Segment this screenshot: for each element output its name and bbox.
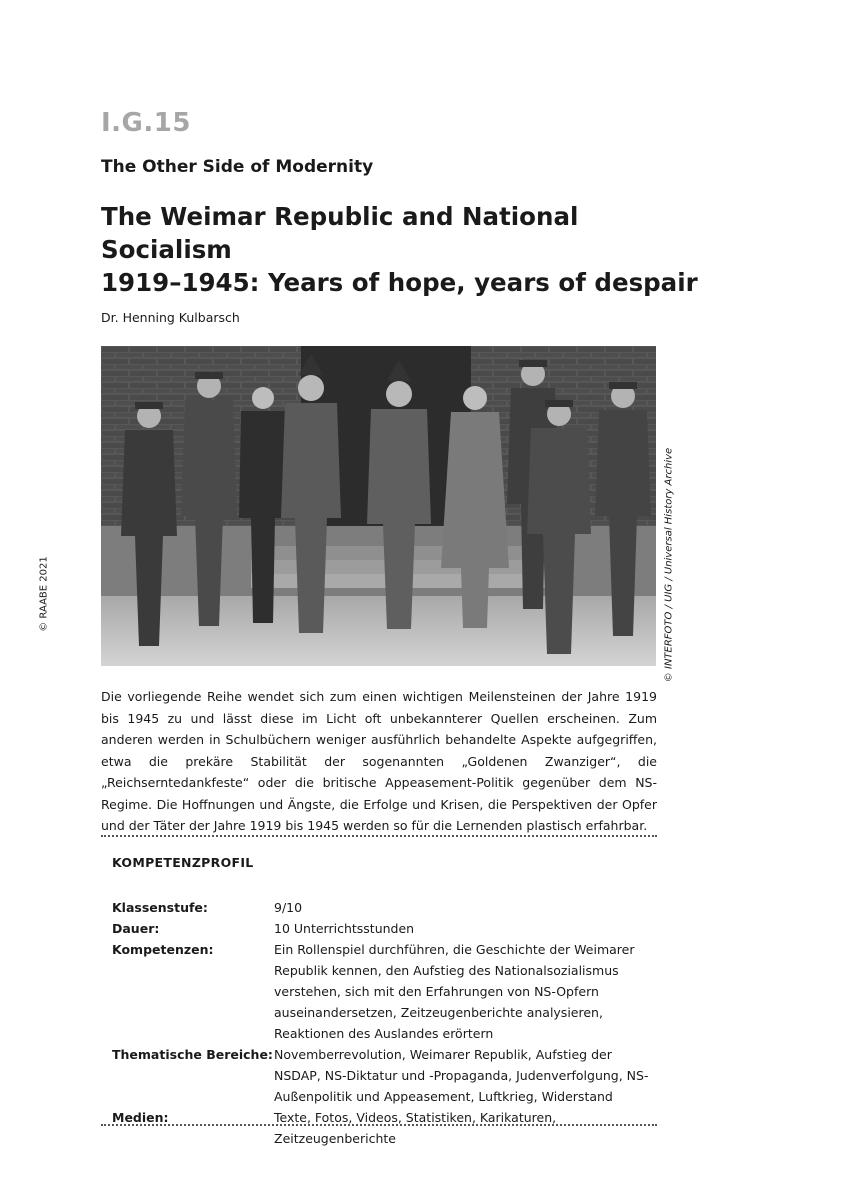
profile-row-duration <box>112 918 652 939</box>
copyright-notice: © RAABE 2021 <box>38 556 50 632</box>
dotted-divider-bottom <box>101 1124 657 1126</box>
profile-row-media <box>112 1107 652 1149</box>
dotted-divider-top <box>101 835 657 837</box>
title-line-1: The Weimar Republic and National Socialism <box>101 202 579 264</box>
profile-key: Klassenstufe: <box>112 900 208 915</box>
profile-key: Kompetenzen: <box>112 942 214 957</box>
competence-profile-table <box>112 897 652 1149</box>
profile-value: Ein Rollenspiel durchführen, die Geschichte der Weimarer Republik kennen, den Aufstieg des Nationalsozialismus verstehen, sich mit den Erfahrungen von NS-Opfern auseinandersetzen, Zeitzeugenberichte analysieren, Reaktionen des Auslandes erörtern <box>274 942 635 1041</box>
profile-value: Novemberrevolution, Weimarer Republik, Aufstieg der NSDAP, NS-Diktatur und -Propaganda, Judenverfolgung, NS-Außenpolitik und Appeasement, Luftkrieg, Widerstand <box>274 1047 649 1104</box>
profile-key: Medien: <box>112 1110 169 1125</box>
profile-value: Texte, Fotos, Videos, Statistiken, Karikaturen, Zeitzeugenberichte <box>274 1110 557 1146</box>
photo-credit: © INTERFOTO / UIG / Universal History Archive <box>663 447 675 683</box>
profile-row-competences <box>112 939 652 1044</box>
competence-profile-heading: KOMPETENZPROFIL <box>112 855 254 870</box>
profile-key: Dauer: <box>112 921 160 936</box>
author: Dr. Henning Kulbarsch <box>101 310 240 325</box>
profile-row-topics <box>112 1044 652 1107</box>
section-code: I.G.15 <box>101 108 191 138</box>
series-subtitle: The Other Side of Modernity <box>101 157 374 177</box>
profile-value: 9/10 <box>274 900 303 915</box>
intro-paragraph: Die vorliegende Reihe wendet sich zum einen wichtigen Meilensteinen der Jahre 1919 bis 1945 zu und lässt diese im Licht oft unbekannterer Quellen erscheinen. Zum anderen werden in Schulbüchern weniger ausführlich behandelte Aspekte aufgegriffen, etwa die prekäre Stabilität der sogenannten „Goldenen Zwanziger“, die „Reichserntedankfeste“ oder die britische Appeasement-Politik gegenüber dem NS-Regime. Die Hoffnungen und Ängste, die Erfolge und Krisen, die Perspektiven der Opfer und der Täter der Jahre 1919 bis 1945 werden so für die Lernenden plastisch erfahrbar. <box>101 689 657 833</box>
profile-row-grade <box>112 897 652 918</box>
historical-group-photo <box>101 346 656 666</box>
profile-value: 10 Unterrichtsstunden <box>274 921 415 936</box>
title-line-2: 1919–1945: Years of hope, years of despair <box>101 268 698 297</box>
profile-key: Thematische Bereiche: <box>112 1047 273 1062</box>
page-title <box>101 200 701 299</box>
